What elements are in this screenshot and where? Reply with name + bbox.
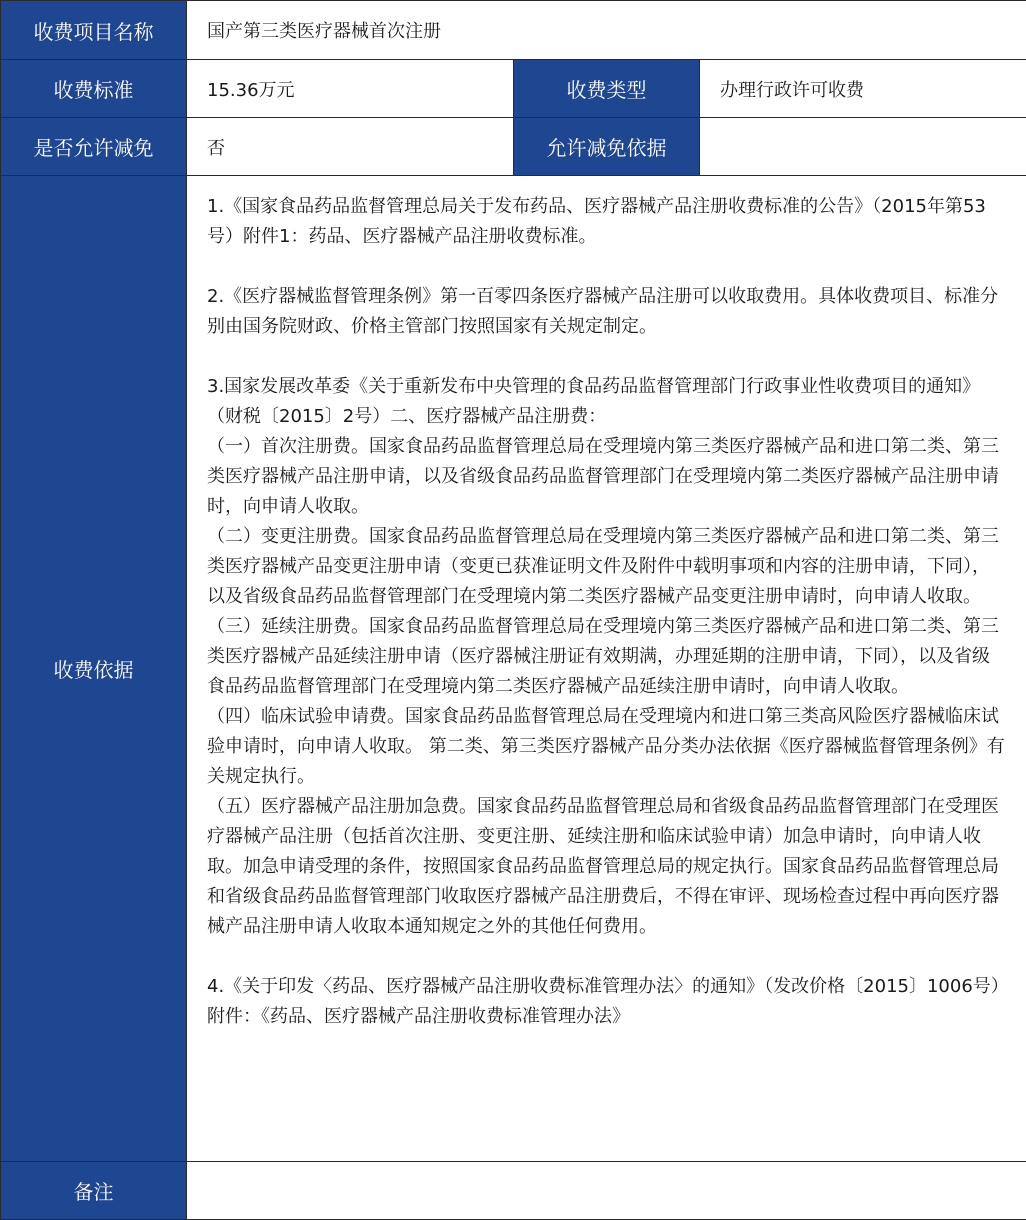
remark-value [187,1162,1026,1220]
basis-paragraph-2: 2.《医疗器械监督管理条例》第一百零四条医疗器械产品注册可以收取费用。具体收费项目、标准分别由国务院财政、价格主管部门按照国家有关规定制定。 [207,282,1006,342]
reduction-allowed-label: 是否允许减免 [1,118,187,176]
reduction-basis-value [700,118,1026,176]
remark-label: 备注 [1,1162,187,1220]
fee-item-name-label: 收费项目名称 [1,1,187,60]
row-fee-standard [1,60,1026,118]
fee-standard-label: 收费标准 [1,60,187,118]
fee-standard-value: 15.36万元 [187,60,514,118]
basis-paragraph-3: 3.国家发展改革委《关于重新发布中央管理的食品药品监督管理部门行政事业性收费项目的通知》（财税〔2015〕2号）二、医疗器械产品注册费： [207,372,1006,432]
reduction-allowed-value: 否 [187,118,514,176]
basis-item-5: （五）医疗器械产品注册加急费。国家食品药品监督管理总局和省级食品药品监督管理部门在受理医疗器械产品注册（包括首次注册、变更注册、延续注册和临床试验申请）加急申请时，向申请人收取。加急申请受理的条件，按照国家食品药品监督管理总局的规定执行。国家食品药品监督管理总局和省级食品药品监督管理部门收取医疗器械产品注册费后，不得在审评、现场检查过程中再向医疗器械产品注册申请人收取本通知规定之外的其他任何费用。 [207,792,1006,942]
fee-type-value: 办理行政许可收费 [700,60,1026,118]
fee-item-name-value: 国产第三类医疗器械首次注册 [187,1,1026,60]
basis-item-1: （一）首次注册费。国家食品药品监督管理总局在受理境内第三类医疗器械产品和进口第二类、第三类医疗器械产品注册申请，以及省级食品药品监督管理部门在受理境内第二类医疗器械产品注册申请时，向申请人收取。 [207,432,1006,522]
basis-paragraph-4: 4.《关于印发〈药品、医疗器械产品注册收费标准管理办法〉的通知》（发改价格〔2015〕1006号）附件：《药品、医疗器械产品注册收费标准管理办法》 [207,972,1006,1032]
fee-basis-label: 收费依据 [1,176,187,1162]
basis-item-4: （四）临床试验申请费。国家食品药品监督管理总局在受理境内和进口第三类高风险医疗器械临床试验申请时，向申请人收取。 第二类、第三类医疗器械产品分类办法依据《医疗器械监督管理条例》有关规定执行。 [207,702,1006,792]
reduction-basis-label: 允许减免依据 [514,118,700,176]
row-fee-basis [1,176,1026,1162]
basis-item-2: （二）变更注册费。国家食品药品监督管理总局在受理境内第三类医疗器械产品和进口第二类、第三类医疗器械产品变更注册申请（变更已获准证明文件及附件中载明事项和内容的注册申请，下同），以及省级食品药品监督管理部门在受理境内第二类医疗器械产品变更注册申请时，向申请人收取。 [207,522,1006,612]
row-remark [1,1162,1026,1220]
row-fee-item [1,1,1026,60]
row-fee-reduction [1,118,1026,176]
fee-basis-content [187,176,1026,1162]
basis-item-3: （三）延续注册费。国家食品药品监督管理总局在受理境内第三类医疗器械产品和进口第二类、第三类医疗器械产品延续注册申请（医疗器械注册证有效期满，办理延期的注册申请，下同），以及省级食品药品监督管理部门在受理境内第二类医疗器械产品延续注册申请时，向申请人收取。 [207,612,1006,702]
basis-paragraph-1: 1.《国家食品药品监督管理总局关于发布药品、医疗器械产品注册收费标准的公告》（2015年第53号）附件1：药品、医疗器械产品注册收费标准。 [207,192,1006,252]
fee-type-label: 收费类型 [514,60,700,118]
